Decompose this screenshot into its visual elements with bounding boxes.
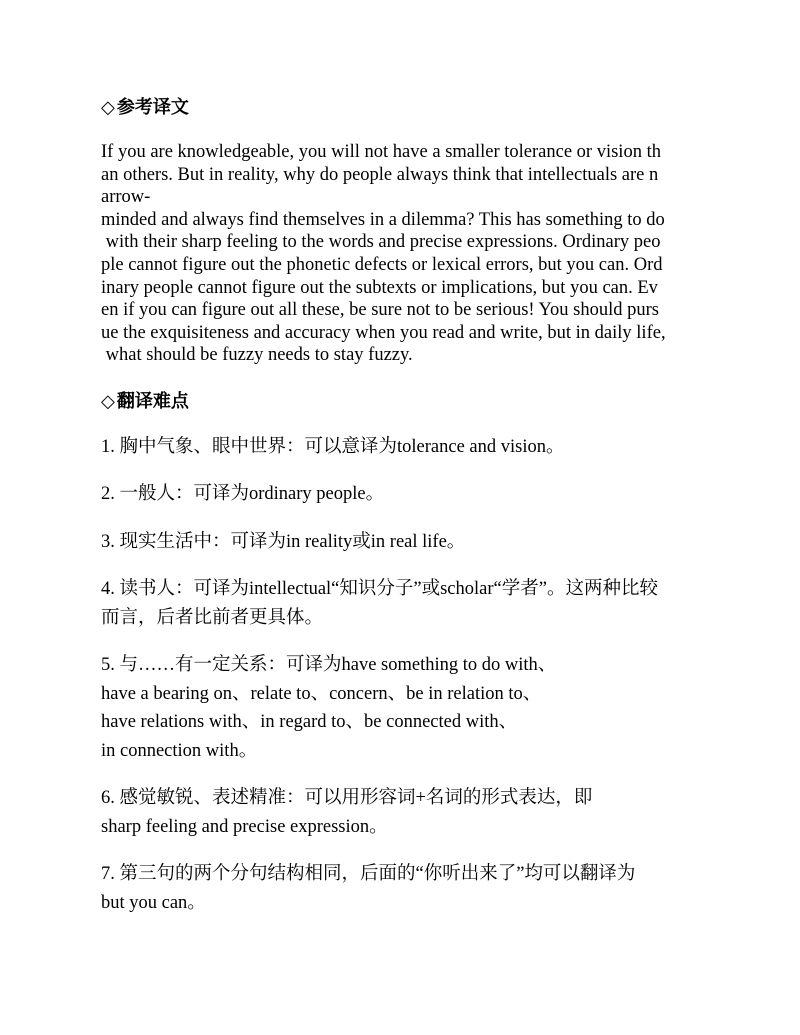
document-page: [101, 95, 701, 936]
diamond-icon: ◇: [101, 97, 115, 118]
note-item-1: 1. 胸中气象、眼中世界：可以意译为tolerance and vision。: [101, 436, 565, 457]
difficulty-heading-text: 翻译难点: [116, 390, 189, 412]
note-item-2: 2. 一般人：可译为ordinary people。: [101, 484, 385, 505]
note-item-5: 5. 与……有一定关系：可译为have something to do with、 have a bearing on、relate to、concern、be in relation to、 have relations with、in regard to、be connected with、 in connection with。: [101, 655, 557, 761]
note-item-7: 7. 第三句的两个分句结构相同，后面的“你听出来了”均可以翻译为 but you can。: [101, 864, 636, 913]
note-item-6: 6. 感觉敏锐、表述精准：可以用形容词+名词的形式表达，即 sharp feeling and precise expression。: [101, 788, 593, 837]
reference-heading-text: 参考译文: [116, 97, 189, 118]
reference-translation-heading: [101, 95, 701, 121]
translation-difficulties-heading: [101, 389, 701, 415]
diamond-icon: ◇: [101, 390, 115, 412]
difficulty-notes-list: [101, 433, 701, 918]
note-item-4: 4. 读书人：可译为intellectual“知识分子”或scholar“学者”。这两种比较 而言，后者比前者更具体。: [101, 579, 658, 628]
reference-translation-text: If you are knowledgeable, you will not have a smaller tolerance or vision th an others. But in reality, why do people always think that intellectuals are n arrow- minded and always find themselves in a dilemma? This has something to do with their sharp feeling to the words and precise expressions. Ordinary peo ple cannot figure out the phonetic defects or lexical errors, but you can. Ord inary people cannot figure out the subtexts or implications, but you can. Ev en if you can figure out all these, be sure not to be serious! You should purs ue the exquisiteness and accuracy when you read and write, but in daily life, what should be fuzzy needs to stay fuzzy.: [101, 142, 666, 366]
note-item-3: 3. 现实生活中：可译为in reality或in real life。: [101, 531, 466, 552]
